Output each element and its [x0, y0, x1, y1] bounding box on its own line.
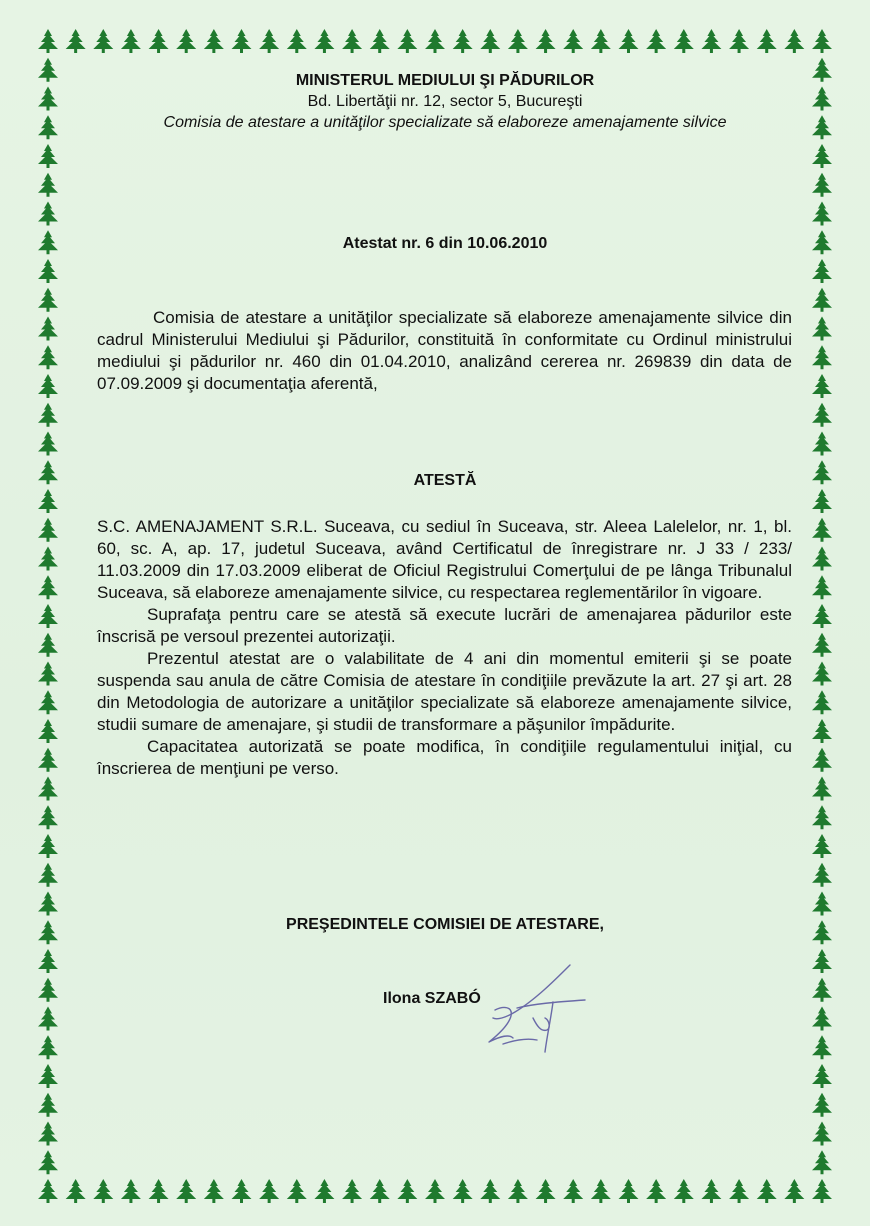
- pine-tree-icon: [812, 719, 832, 743]
- pine-tree-icon: [38, 1035, 58, 1059]
- pine-tree-icon: [38, 719, 58, 743]
- pine-tree-icon: [38, 115, 58, 139]
- pine-tree-icon: [204, 1179, 224, 1203]
- ministry-name: MINISTERUL MEDIULUI ŞI PĂDURILOR: [295, 72, 595, 89]
- pine-tree-icon: [93, 29, 113, 53]
- pine-tree-icon: [176, 29, 196, 53]
- pine-tree-icon: [729, 1179, 749, 1203]
- pine-tree-icon: [287, 1179, 307, 1203]
- pine-tree-icon: [38, 805, 58, 829]
- pine-tree-icon: [38, 1122, 58, 1146]
- pine-tree-icon: [757, 29, 777, 53]
- pine-tree-icon: [397, 29, 417, 53]
- pine-tree-icon: [204, 29, 224, 53]
- pine-tree-icon: [812, 949, 832, 973]
- pine-tree-icon: [397, 1179, 417, 1203]
- pine-tree-icon: [812, 288, 832, 312]
- pine-tree-icon: [812, 834, 832, 858]
- pine-tree-icon: [508, 29, 528, 53]
- pine-tree-icon: [425, 1179, 445, 1203]
- pine-tree-icon: [701, 29, 721, 53]
- pine-tree-icon: [314, 1179, 334, 1203]
- pine-tree-icon: [812, 489, 832, 513]
- pine-tree-icon: [812, 173, 832, 197]
- pine-tree-icon: [38, 978, 58, 1002]
- pine-tree-icon: [38, 489, 58, 513]
- pine-tree-icon: [38, 202, 58, 226]
- signature-scribble: [475, 960, 595, 1060]
- pine-tree-icon: [563, 29, 583, 53]
- pine-tree-icon: [536, 1179, 556, 1203]
- signer-name: Ilona SZABÓ: [383, 990, 481, 1007]
- pine-tree-icon: [38, 288, 58, 312]
- pine-tree-icon: [66, 29, 86, 53]
- pine-tree-icon: [674, 29, 694, 53]
- pine-tree-icon: [784, 29, 804, 53]
- pine-tree-icon: [812, 345, 832, 369]
- pine-tree-icon: [38, 834, 58, 858]
- pine-tree-icon: [259, 1179, 279, 1203]
- intro-paragraph: Comisia de atestare a unităţilor specializate să elaboreze amenajamente silvice din cadrul Ministerului Mediului şi Pădurilor, constituită în conformitate cu Ordinul ministrului mediului şi pădurilor nr. 460 din 01.04.2010, analizând cererea nr. 269839 din data de 07.09.2009 şi documentaţia aferentă,: [97, 308, 792, 393]
- pine-tree-icon: [812, 374, 832, 398]
- pine-tree-icon: [812, 662, 832, 686]
- pine-tree-icon: [425, 29, 445, 53]
- pine-tree-icon: [314, 29, 334, 53]
- pine-tree-icon: [38, 374, 58, 398]
- validity-paragraph: Prezentul atestat are o valabilitate de 4 ani din momentul emiterii şi se poate suspenda sau anula de către Comisia de atestare în condiţiile prevăzute la art. 27 şi art. 28 din Metodologia de autorizare a unităţilor specializate să elaboreze amenajamente silvice, studii sumare de amenajare, şi studii de transformare a păşunilor împădurite.: [97, 649, 792, 734]
- pine-tree-icon: [812, 1064, 832, 1088]
- pine-tree-icon: [149, 29, 169, 53]
- pine-tree-icon: [232, 29, 252, 53]
- pine-tree-icon: [38, 230, 58, 254]
- pine-tree-icon: [701, 1179, 721, 1203]
- pine-tree-icon: [38, 345, 58, 369]
- pine-tree-icon: [38, 29, 58, 53]
- pine-tree-icon: [38, 777, 58, 801]
- pine-tree-icon: [812, 777, 832, 801]
- pine-tree-icon: [812, 29, 832, 53]
- pine-tree-icon: [38, 1093, 58, 1117]
- pine-tree-icon: [149, 1179, 169, 1203]
- pine-tree-icon: [38, 690, 58, 714]
- atesta-heading: ATESTĂ: [413, 472, 477, 489]
- pine-tree-icon: [812, 1179, 832, 1203]
- pine-tree-icon: [38, 604, 58, 628]
- pine-tree-icon: [812, 432, 832, 456]
- pine-tree-icon: [38, 1179, 58, 1203]
- pine-tree-icon: [453, 1179, 473, 1203]
- pine-tree-icon: [38, 259, 58, 283]
- pine-tree-icon: [812, 1007, 832, 1031]
- pine-tree-icon: [176, 1179, 196, 1203]
- pine-tree-icon: [453, 29, 473, 53]
- pine-tree-icon: [812, 604, 832, 628]
- pine-tree-icon: [38, 863, 58, 887]
- pine-tree-icon: [646, 1179, 666, 1203]
- pine-tree-icon: [784, 1179, 804, 1203]
- pine-tree-icon: [259, 29, 279, 53]
- pine-tree-icon: [812, 317, 832, 341]
- pine-tree-icon: [812, 518, 832, 542]
- pine-tree-icon: [370, 1179, 390, 1203]
- surface-paragraph: Suprafaţa pentru care se atestă să execute lucrări de amenajarea pădurilor este înscrisă pe versoul prezentei autorizaţii.: [97, 605, 792, 646]
- pine-tree-icon: [38, 173, 58, 197]
- pine-tree-icon: [812, 1035, 832, 1059]
- pine-tree-icon: [38, 1064, 58, 1088]
- pine-tree-icon: [370, 29, 390, 53]
- pine-tree-icon: [38, 87, 58, 111]
- pine-tree-icon: [38, 662, 58, 686]
- pine-tree-icon: [812, 259, 832, 283]
- pine-tree-icon: [812, 805, 832, 829]
- pine-tree-icon: [66, 1179, 86, 1203]
- pine-tree-icon: [619, 29, 639, 53]
- document-header: [60, 70, 830, 133]
- pine-tree-icon: [480, 1179, 500, 1203]
- company-paragraph: S.C. AMENAJAMENT S.R.L. Suceava, cu sediul în Suceava, str. Aleea Lalelelor, nr. 1, bl. 60, sc. A, ap. 17, judetul Suceava, având Certificatul de înregistrare nr. J 33 / 233/ 11.03.2009 din 17.03.2009 eliberat de Oficiul Registrului Comerţului de pe lânga Tribunalul Suceava, să elaboreze amenajamente silvice, cu respectarea reglementărilor în vigoare.: [97, 517, 792, 602]
- pine-tree-icon: [812, 978, 832, 1002]
- certificate-number: Atestat nr. 6 din 10.06.2010: [342, 235, 548, 252]
- pine-tree-icon: [812, 202, 832, 226]
- pine-tree-icon: [38, 403, 58, 427]
- pine-tree-icon: [38, 144, 58, 168]
- commission-name: Comisia de atestare a unităţilor specializate să elaboreze amenajamente silvice: [163, 114, 727, 131]
- pine-tree-icon: [287, 29, 307, 53]
- pine-tree-icon: [812, 633, 832, 657]
- pine-tree-icon: [508, 1179, 528, 1203]
- pine-tree-icon: [121, 29, 141, 53]
- pine-tree-icon: [38, 317, 58, 341]
- pine-tree-icon: [812, 547, 832, 571]
- pine-tree-icon: [536, 29, 556, 53]
- pine-tree-icon: [812, 748, 832, 772]
- pine-tree-icon: [812, 863, 832, 887]
- pine-tree-icon: [812, 690, 832, 714]
- pine-tree-icon: [812, 892, 832, 916]
- pine-tree-icon: [38, 58, 58, 82]
- pine-tree-icon: [812, 1150, 832, 1174]
- pine-tree-icon: [232, 1179, 252, 1203]
- pine-tree-icon: [38, 460, 58, 484]
- pine-tree-icon: [342, 29, 362, 53]
- pine-tree-icon: [38, 432, 58, 456]
- pine-tree-icon: [812, 403, 832, 427]
- pine-tree-icon: [757, 1179, 777, 1203]
- pine-tree-icon: [563, 1179, 583, 1203]
- pine-tree-icon: [480, 29, 500, 53]
- pine-tree-icon: [38, 949, 58, 973]
- pine-tree-icon: [591, 1179, 611, 1203]
- pine-tree-icon: [646, 29, 666, 53]
- pine-tree-icon: [38, 547, 58, 571]
- pine-tree-icon: [121, 1179, 141, 1203]
- capacity-paragraph: Capacitatea autorizată se poate modifica, în condiţiile regulamentului iniţial, cu înscrierea de menţiuni pe verso.: [97, 737, 792, 778]
- pine-tree-icon: [38, 1007, 58, 1031]
- pine-tree-icon: [729, 29, 749, 53]
- pine-tree-icon: [38, 920, 58, 944]
- pine-tree-icon: [812, 575, 832, 599]
- pine-tree-icon: [93, 1179, 113, 1203]
- pine-tree-icon: [812, 1122, 832, 1146]
- pine-tree-icon: [812, 144, 832, 168]
- pine-tree-icon: [38, 1150, 58, 1174]
- pine-tree-icon: [342, 1179, 362, 1203]
- pine-tree-icon: [38, 633, 58, 657]
- pine-tree-icon: [812, 1093, 832, 1117]
- pine-tree-icon: [619, 1179, 639, 1203]
- pine-tree-icon: [38, 518, 58, 542]
- pine-tree-icon: [38, 892, 58, 916]
- ministry-address: Bd. Libertăţii nr. 12, sector 5, Bucureşti: [307, 93, 583, 110]
- pine-tree-icon: [38, 575, 58, 599]
- pine-tree-icon: [674, 1179, 694, 1203]
- pine-tree-icon: [591, 29, 611, 53]
- main-text: [97, 516, 792, 780]
- president-title: PREŞEDINTELE COMISIEI DE ATESTARE,: [286, 916, 604, 933]
- pine-tree-icon: [38, 748, 58, 772]
